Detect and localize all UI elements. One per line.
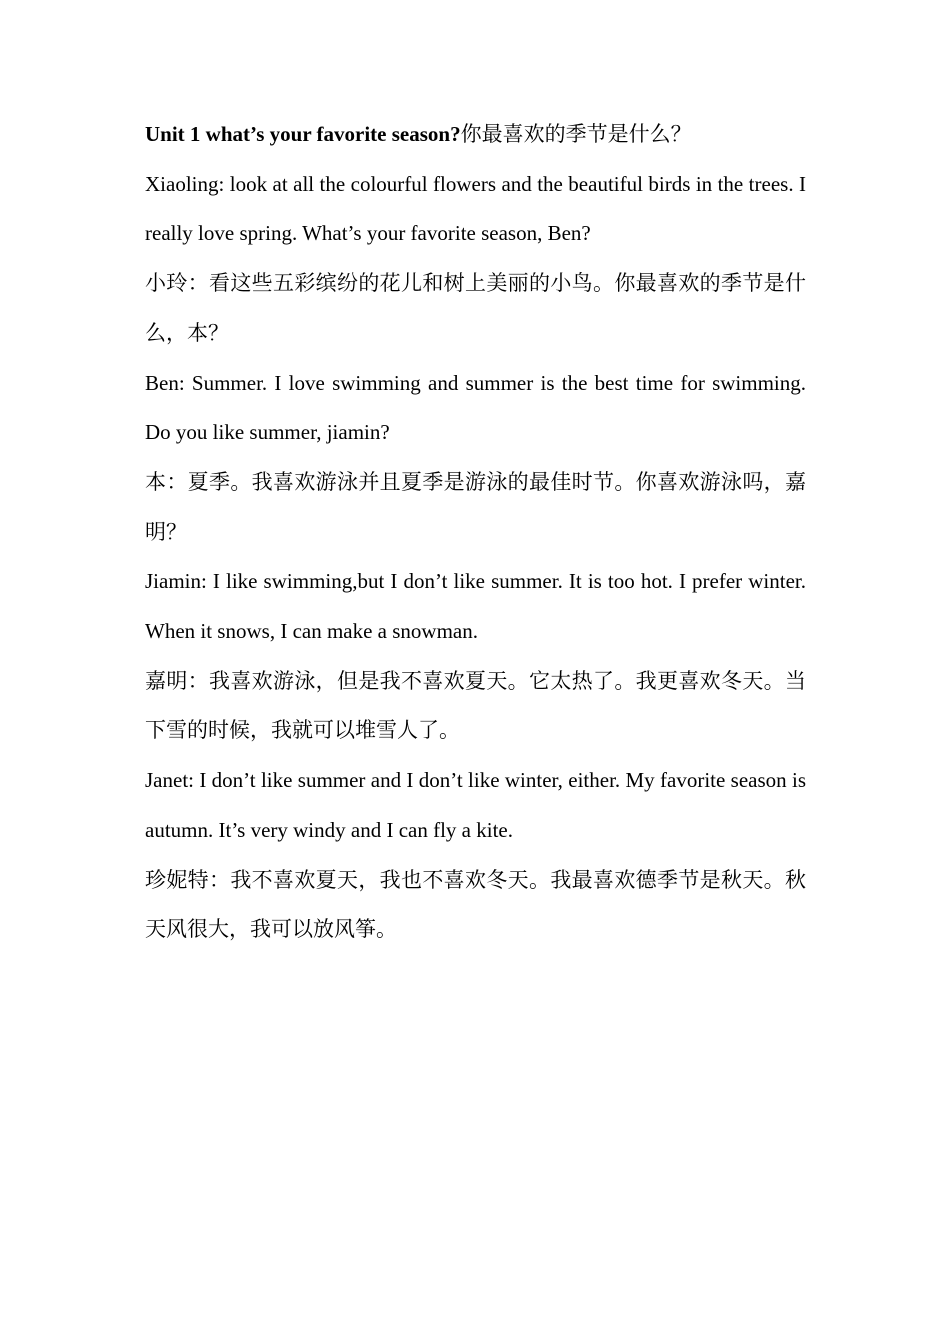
title-chinese: 你最喜欢的季节是什么？ xyxy=(460,122,692,146)
jiamin-line-cn: 嘉明：我喜欢游泳，但是我不喜欢夏天。它太热了。我更喜欢冬天。当下雪的时候，我就可以堆雪人了。 xyxy=(145,668,806,743)
janet-line-en: Janet: I don’t like summer and I don’t like winter, either. My favorite season is autumn. It’s very windy and I can fly a kite. xyxy=(145,768,806,842)
document-title xyxy=(145,110,806,160)
jiamin-line-en: Jiamin: I like swimming,but I don’t like summer. It is too hot. I prefer winter. When it snows, I can make a snowman. xyxy=(145,569,806,644)
title-english: Unit 1 what’s your favorite season? xyxy=(145,122,461,146)
xiaoling-line-cn: 小玲：看这些五彩缤纷的花儿和树上美丽的小鸟。你最喜欢的季节是什么，本？ xyxy=(145,271,806,345)
xiaoling-line-en: Xiaoling: look at all the colourful flowers and the beautiful birds in the trees. I really love spring. What’s your favorite season, Ben? xyxy=(145,171,806,246)
document-page xyxy=(145,110,806,955)
ben-line-en: Ben: Summer. I love swimming and summer is the best time for swimming. Do you like summer, jiamin? xyxy=(145,370,806,445)
janet-line-cn: 珍妮特：我不喜欢夏天，我也不喜欢冬天。我最喜欢德季节是秋天。秋天风很大，我可以放风筝。 xyxy=(145,867,806,942)
ben-line-cn: 本：夏季。我喜欢游泳并且夏季是游泳的最佳时节。你喜欢游泳吗，嘉明？ xyxy=(145,469,806,544)
